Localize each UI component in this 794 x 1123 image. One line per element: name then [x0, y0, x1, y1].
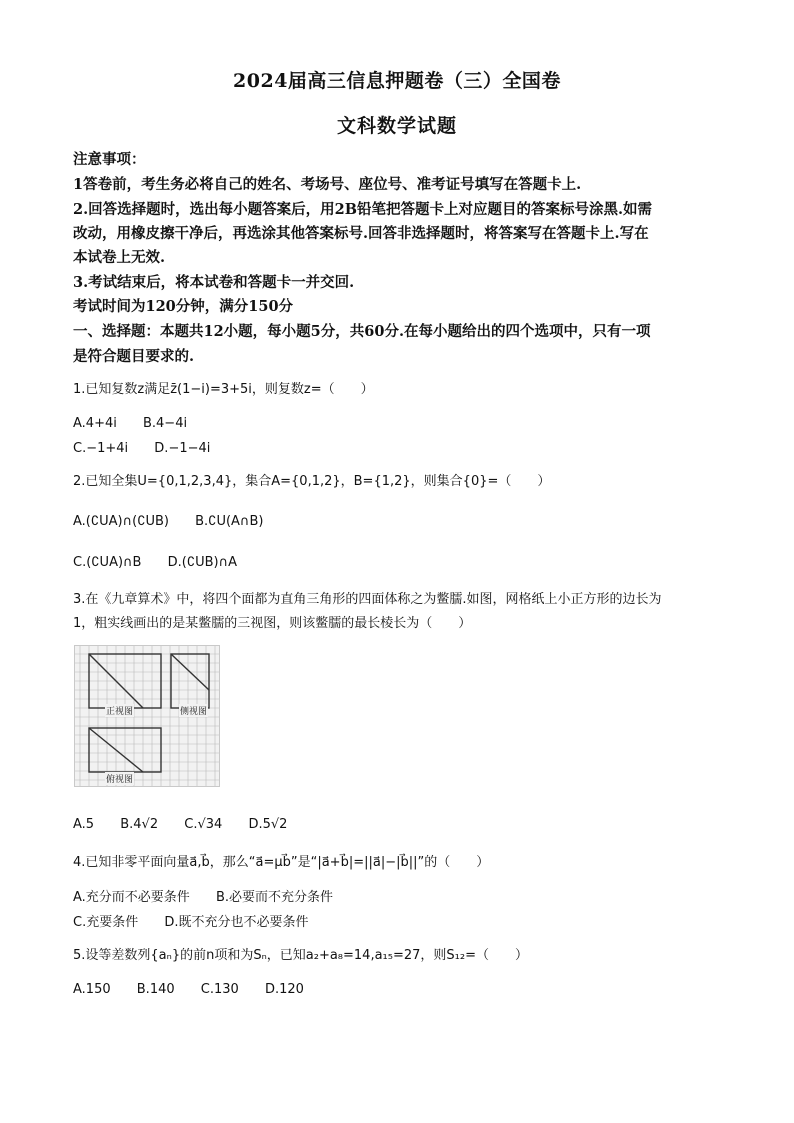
q1-option-d: D.−1−4i [154, 441, 211, 456]
notice-item-3: 3.考试结束后，将本试卷和答题卡一并交回. [73, 274, 355, 291]
q2-option-a: A.(∁UA)∩(∁UB) [73, 514, 169, 529]
q1-option-b: B.4−4i [142, 416, 188, 431]
q3-stem-line-1: 3.在《九章算术》中，将四个面都为直角三角形的四面体称之为鳖臑.如图，网格纸上小正方形的边长为 [73, 592, 662, 607]
exam-subtitle: 文科数学试题 [336, 115, 457, 137]
exam-time: 考试时间为120分钟，满分150分 [73, 298, 294, 315]
q1-option-a: A.4+4i [73, 416, 117, 431]
q1-option-c: C.−1+4i [73, 441, 129, 456]
section-heading-line-1: 一、选择题：本题共12小题，每小题5分，共60分.在每小题给出的四个选项中，只有一项 [73, 323, 651, 340]
q4-stem: 4.已知非零平面向量a⃗,b⃗，那么“a⃗=μb⃗”是“|a⃗+b⃗|=||a⃗|−|b⃗||”的（ ） [73, 855, 490, 870]
notice-item-2-line-2: 改动，用橡皮擦干净后，再选涂其他答案标号.回答非选择题时，将答案写在答题卡上.写在 [73, 225, 649, 242]
q1-options-row-2 [73, 439, 723, 458]
q2-options-row-1 [73, 512, 723, 531]
q3-option-b: B.4√2 [120, 817, 159, 832]
q5-options-row [73, 980, 723, 999]
exam-title: 2024届高三信息押题卷（三）全国卷 [233, 70, 561, 92]
q2-option-b: B.∁U(A∩B) [195, 514, 264, 529]
side-view-label: 侧视图 [179, 704, 208, 717]
q2-option-d: D.(∁UB)∩A [167, 555, 238, 570]
q5-stem: 5.设等差数列{aₙ}的前n项和为Sₙ，已知a₂+a₈=14,a₁₅=27，则S₁₂=（ ） [73, 948, 528, 963]
q3-options-row [73, 815, 723, 834]
notice-item-2-line-1: 2.回答选择题时，选出每小题答案后，用2B铅笔把答题卡上对应题目的答案标号涂黑.如需 [73, 201, 653, 218]
q3-stem-line-2: 1，粗实线画出的是某鳖臑的三视图，则该鳖臑的最长棱长为（ ） [73, 616, 472, 631]
front-view-label: 正视图 [105, 704, 134, 717]
notice-heading: 注意事项： [73, 151, 146, 168]
q4-options-row-2 [73, 913, 723, 932]
q5-option-b: B.140 [136, 982, 175, 997]
q3-option-d: D.5√2 [248, 817, 288, 832]
q4-option-b: B.必要而不充分条件 [215, 890, 334, 905]
three-view-figure [74, 645, 220, 787]
q5-option-d: D.120 [264, 982, 304, 997]
q3-option-a: A.5 [73, 817, 95, 832]
q1-options-row-1 [73, 414, 723, 433]
notice-item-2-line-3: 本试卷上无效. [73, 249, 166, 266]
q4-option-d: D.既不充分也不必要条件 [164, 915, 309, 930]
q2-option-c: C.(∁UA)∩B [73, 555, 142, 570]
q5-option-a: A.150 [73, 982, 111, 997]
q4-option-c: C.充要条件 [73, 915, 139, 930]
q2-options-row-2 [73, 553, 723, 572]
q4-options-row-1 [73, 888, 723, 907]
section-heading-line-2: 是符合题目要求的. [73, 348, 195, 365]
q5-option-c: C.130 [200, 982, 239, 997]
notice-item-1: 1答卷前，考生务必将自己的姓名、考场号、座位号、准考证号填写在答题卡上. [73, 176, 582, 193]
q3-option-c: C.√34 [184, 817, 223, 832]
q4-option-a: A.充分而不必要条件 [73, 890, 190, 905]
top-view-label: 俯视图 [105, 772, 134, 785]
q1-stem: 1.已知复数z满足z̄(1−i)=3+5i，则复数z=（ ） [73, 382, 374, 397]
q2-stem: 2.已知全集U={0,1,2,3,4}，集合A={0,1,2}，B={1,2}，则集合{0}=（ ） [73, 474, 551, 489]
